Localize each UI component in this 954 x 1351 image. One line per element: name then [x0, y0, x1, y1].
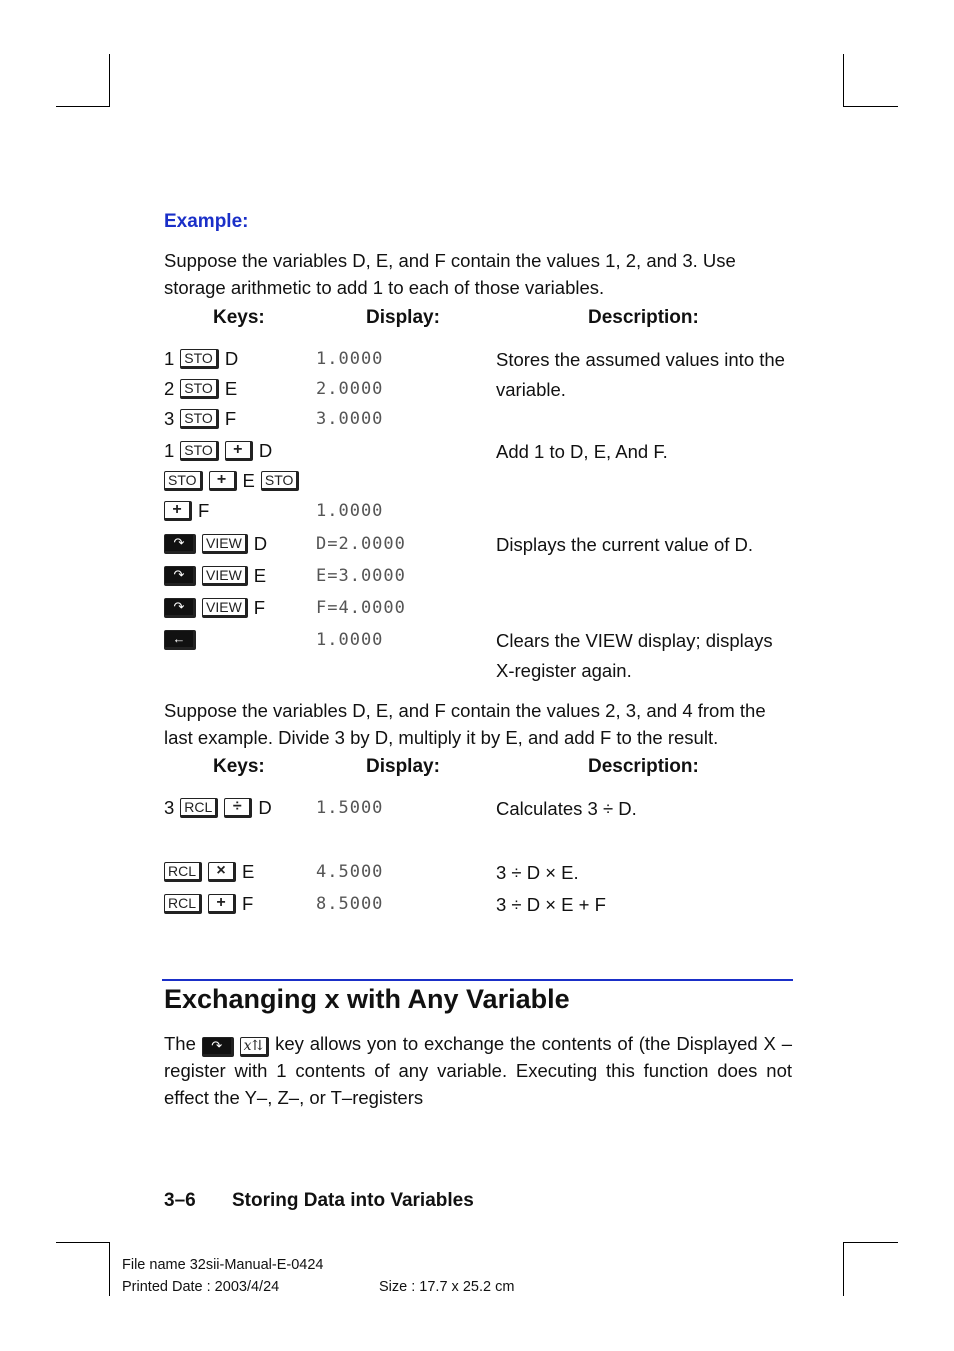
sto-key-icon: STO [164, 471, 203, 491]
backspace-key-icon: ← [164, 630, 196, 650]
crop-mark [843, 106, 898, 107]
keys-cell [164, 626, 196, 654]
view-key-icon: VIEW [202, 534, 248, 554]
header-description: Description: [588, 307, 699, 328]
plus-key-icon: + [225, 441, 253, 461]
keys-cell [164, 405, 236, 433]
description-cell: 3 ÷ D × E. [496, 862, 579, 883]
keys-cell [164, 437, 272, 465]
key-text: F [224, 408, 237, 429]
keys-cell [164, 375, 237, 403]
crop-mark [56, 106, 110, 107]
footer-page-number: 3–6 [164, 1190, 196, 1211]
description-cell: Displays the current value of D. [496, 534, 754, 555]
view-key-icon: VIEW [202, 598, 248, 618]
header-keys: Keys: [213, 756, 265, 777]
key-text: F [198, 500, 210, 521]
plus-key-icon: + [209, 471, 237, 491]
crop-mark [56, 1242, 110, 1243]
keys-cell [164, 794, 272, 822]
key-text: 2 [164, 378, 175, 399]
display-cell: 8.5000 [316, 894, 384, 914]
rcl-key-icon: RCL [164, 862, 202, 882]
multiply-key-icon: × [208, 862, 236, 882]
key-text: F [242, 893, 254, 914]
display-cell: 1.5000 [316, 798, 384, 818]
key-text: E [253, 565, 267, 586]
header-description: Description: [588, 756, 699, 777]
display-cell: 3.0000 [316, 409, 384, 429]
header-display: Display: [366, 756, 440, 777]
crop-mark [109, 1242, 110, 1296]
meta-size: Size : 17.7 x 25.2 cm [379, 1279, 515, 1295]
plus-key-icon: + [208, 894, 236, 914]
keys-cell [164, 562, 266, 590]
description-cell: Stores the assumed values into the variable. [496, 349, 785, 400]
keys-cell [164, 467, 299, 495]
shift-key-icon: ↷ [164, 534, 196, 554]
crop-mark [109, 54, 110, 107]
display-cell: D=2.0000 [316, 534, 406, 554]
key-text: 3 [164, 408, 175, 429]
example-label: Example: [164, 211, 249, 232]
section-text-pre: The [164, 1033, 196, 1054]
description-cell: Add 1 to D, E, And F. [496, 441, 668, 462]
key-text: E [224, 378, 238, 399]
key-text: E [242, 861, 255, 882]
x-swap-key-icon: x⇅ [240, 1037, 270, 1057]
sto-key-icon: STO [180, 379, 219, 399]
footer-chapter-title: Storing Data into Variables [232, 1190, 474, 1211]
meta-file-name: File name 32sii-Manual-E-0424 [122, 1257, 324, 1273]
crop-mark [843, 54, 844, 107]
key-text: 1 [164, 348, 175, 369]
section-paragraph [164, 1030, 792, 1111]
display-cell: 2.0000 [316, 379, 384, 399]
display-cell: 1.0000 [316, 501, 384, 521]
key-text: D [224, 348, 239, 369]
keys-cell [164, 497, 209, 525]
keys-cell [164, 594, 265, 622]
keys-cell [164, 530, 267, 558]
display-cell: 4.5000 [316, 862, 384, 882]
header-keys: Keys: [213, 307, 265, 328]
key-text: 3 [164, 797, 175, 818]
display-cell: 1.0000 [316, 630, 384, 650]
view-key-icon: VIEW [202, 566, 248, 586]
shift-key-icon: ↷ [164, 566, 196, 586]
display-cell: E=3.0000 [316, 566, 406, 586]
description-cell: Clears the VIEW display; displays X-register again. [496, 630, 773, 681]
key-text: E [242, 470, 255, 491]
intro-paragraph-1: Suppose the variables D, E, and F contain the values 1, 2, and 3. Use storage arithmetic to add 1 to each of those variables. [164, 250, 736, 298]
section-heading: Exchanging x with Any Variable [164, 984, 570, 1014]
sto-key-icon: STO [180, 441, 219, 461]
key-text: D [258, 797, 272, 818]
key-text: D [253, 533, 268, 554]
rcl-key-icon: RCL [164, 894, 202, 914]
display-cell: F=4.0000 [316, 598, 406, 618]
sto-key-icon: STO [180, 409, 219, 429]
keys-cell [164, 890, 253, 918]
keys-cell [164, 345, 238, 373]
key-text: F [253, 597, 266, 618]
section-text-post: key allows yon to exchange the contents of (the Displayed X –register with 1 contents of any variable. Executing this function does not effect the Y–, Z–, or T–registers [164, 1033, 793, 1108]
rcl-key-icon: RCL [180, 798, 218, 818]
sto-key-icon: STO [180, 349, 219, 369]
description-cell: Calculates 3 ÷ D. [496, 798, 637, 819]
display-cell: 1.0000 [316, 349, 384, 369]
key-text: 1 [164, 440, 175, 461]
crop-mark [843, 1242, 898, 1243]
plus-key-icon: + [164, 501, 192, 521]
key-text: D [258, 440, 273, 461]
sto-key-icon: STO [261, 471, 300, 491]
divide-key-icon: ÷ [224, 798, 252, 818]
description-cell: 3 ÷ D × E + F [496, 894, 606, 915]
header-display: Display: [366, 307, 440, 328]
keys-cell [164, 858, 254, 886]
crop-mark [843, 1242, 844, 1296]
shift-key-icon: ↷ [164, 598, 196, 618]
section-rule [162, 979, 793, 981]
meta-printed-date: Printed Date : 2003/4/24 [122, 1279, 280, 1295]
intro-paragraph-2: Suppose the variables D, E, and F contain the values 2, 3, and 4 from the last example. Divide 3 by D, multiply it by E, and add F to the result. [164, 700, 766, 748]
shift-key-icon: ↷ [202, 1037, 234, 1057]
